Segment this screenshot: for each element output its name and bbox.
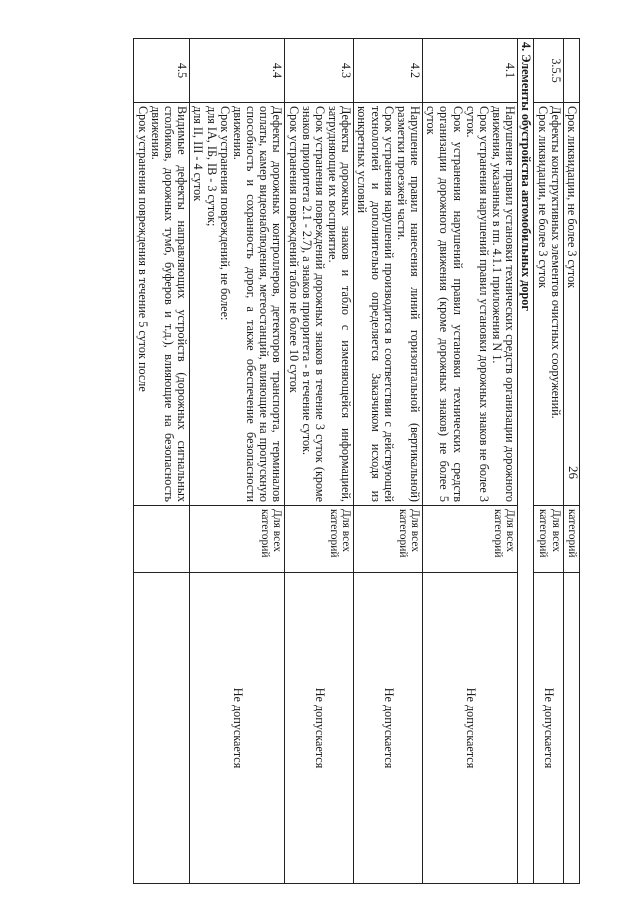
row-description: Видимые дефекты направляющих устройств (дорожных сигнальных столбиков, дорожных тумб, буферов и т.д.), влияющие на безопасность движения. Срок устранения повреждения в течение 5 суток после bbox=[134, 103, 190, 506]
requirements-table bbox=[134, 38, 581, 884]
table-row bbox=[190, 39, 285, 884]
page-number: 26 bbox=[566, 466, 581, 479]
section-title: 4. Элементы обустройства автомобильных дорог bbox=[518, 39, 534, 884]
row-number: 4.2 bbox=[354, 39, 423, 103]
row-allowance bbox=[563, 573, 579, 884]
table-row bbox=[134, 39, 190, 884]
section-header-row bbox=[518, 39, 534, 884]
row-allowance: Не допускается bbox=[190, 573, 285, 884]
row-category: Для всех категорий bbox=[534, 506, 563, 573]
row-allowance: Не допускается bbox=[423, 573, 518, 884]
row-number bbox=[563, 39, 579, 103]
row-category: Для всех категорий bbox=[285, 506, 354, 573]
row-number: 4.3 bbox=[285, 39, 354, 103]
table-row bbox=[534, 39, 563, 884]
row-category bbox=[134, 506, 190, 573]
table-row bbox=[285, 39, 354, 884]
row-allowance: Не допускается bbox=[285, 573, 354, 884]
row-number: 3.5.5 bbox=[534, 39, 563, 103]
table-row bbox=[354, 39, 423, 884]
rotated-table-wrapper bbox=[80, 38, 580, 883]
row-number: 4.1 bbox=[423, 39, 518, 103]
row-description: Нарушение правил нанесения линий горизонтальной (вертикальной) разметки проезжей части. Срок устранения нарушений производится в соответствии с действующей технологией и дополнительно определяется Заказчиком исходя из конкретных условий bbox=[354, 103, 423, 506]
row-description: Нарушение правил установки технических средств организации дорожного движения, указанных в пп. 4.1.1 приложения N 1. Срок устранения нарушений правил установки дорожных знаков не более 3 суток. Срок устранения нарушений правил установки технических средств организации дорожного движения (кроме дорожных знаков) не более 5 суток bbox=[423, 103, 518, 506]
row-allowance: Не допускается bbox=[534, 573, 563, 884]
table-row bbox=[423, 39, 518, 884]
row-number: 4.5 bbox=[134, 39, 190, 103]
row-description: Дефекты дорожных знаков и табло с изменяющейся информацией, затрудняющие их восприятие. Срок устранения повреждений дорожных знаков в течение 3 суток (кроме знаков приоритета 2.1 - 2.7), а знаков приоритета - в течение суток. Срок устранения повреждений табло не более 10 суток bbox=[285, 103, 354, 506]
row-category: категорий bbox=[563, 506, 579, 573]
row-allowance: Не допускается bbox=[354, 573, 423, 884]
row-category: Для всех категорий bbox=[423, 506, 518, 573]
row-description: Срок ликвидации, не более 3 суток bbox=[563, 103, 579, 506]
table-row bbox=[563, 39, 579, 884]
row-description: Дефекты дорожных контроллеров, детекторов транспорта, терминалов оплаты, камер видеонаблюдения, метеостанций, влияющие на пропускную способность и сохранность дорог, а также обеспечение безопасности движения. Срок устранения повреждений, не более: для IА, IБ, IВ - 3 суток; для II, III - 4 суток bbox=[190, 103, 285, 506]
row-category: Для всех категорий bbox=[354, 506, 423, 573]
row-category: Для всех категорий bbox=[190, 506, 285, 573]
row-number: 4.4 bbox=[190, 39, 285, 103]
row-description: Дефекты конструктивных элементов очистных сооружений. Срок ликвидации, не более 3 суток bbox=[534, 103, 563, 506]
row-allowance bbox=[134, 573, 190, 884]
